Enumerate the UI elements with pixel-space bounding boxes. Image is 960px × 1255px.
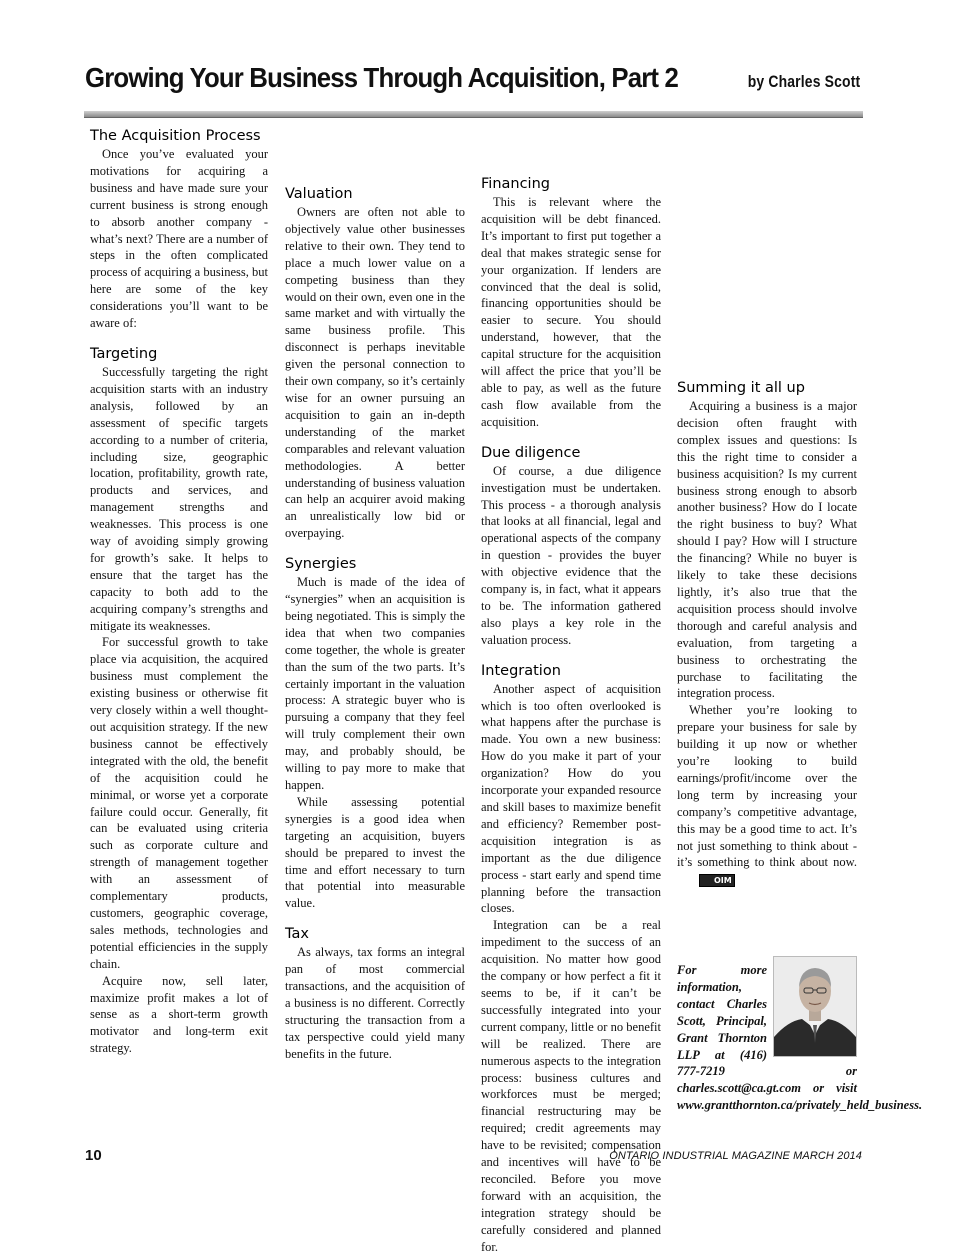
article-column-4 (677, 128, 857, 888)
paragraph: Integration can be a real impediment to the success of an acquisition. No matter how good the company or how perfect a fit it seems to be, if it can’t be successfully integrated into your current company, little or no benefit will be realized. There are numerous aspects to the integration process: business cultures and workforces must be merged; financial restructuring may be required; credit agreements may have to be revisited; compensation and incentives will have to be reconciled. Before you move forward with an acquisition, the integration strategy should be carefully considered and planned for. (481, 918, 661, 1254)
oim-end-mark: OIM (699, 874, 735, 887)
paragraph: For successful growth to take place via acquisition, the acquired business must complement the existing business or otherwise fit very closely within a well thought-out acquisition strategy. If the new business cannot be effectively integrated with the old, the benefit of the acquisition could he minimal, or worse yet a corporate failure could occur. Generally, fit can be evaluated using criteria such as corporate culture and strength of management together with an assessment of complementary products, customers, geographic coverage, sales methods, technologies and potential efficiencies in the supply chain. (90, 635, 268, 971)
paragraph: Acquiring a business is a major decision often fraught with complex issues and questions: Is this the right time to consider a business acquisition? Is my current business strong enough to absorb another business? How do I locate the right business to buy? What should I pay? How will I structure the financing? While no buyer is likely to take these decisions lightly, it’s also true that the acquisition process should involve thorough and careful analysis and evaluation, from targeting a business to orchestrating the purchase to facilitating the integration process. (677, 399, 857, 701)
paragraph: Acquire now, sell later, maximize profit makes a lot of sense as a short-term growth motivator and long-term exit strategy. (90, 973, 268, 1056)
paragraph: As always, tax forms an integral pan of most commercial transactions, and the acquisition of a business is no different. Correctly structuring the transaction from a tax perspective could yield many benefits in the future. (285, 945, 465, 1061)
header-rule (84, 111, 863, 118)
author-portrait-icon (774, 957, 856, 1056)
byline: by Charles Scott (747, 72, 860, 91)
paragraph: Of course, a due diligence investigation must be undertaken. This process - a thorough analysis that looks at all financial, legal and operational aspects of the company in question - provides the buyer with objective evidence that the company is, in fact, what it appears to be. The information gathered also plays a key role in the valuation process. (481, 463, 661, 647)
heading-synergies: Synergies (285, 556, 357, 573)
heading-due-diligence: Due diligence (481, 444, 581, 461)
paragraph: Once you’ve evaluated your motivations for acquiring a business and have made sure your current business is strong enough to absorb another company - what’s next? There are a number of steps in the often complicated process of acquiring a business, but here are some of the key considerations you’ll want to be aware of: (90, 147, 268, 331)
paragraph: Much is made of the idea of “synergies” when an acquisition is being negotiated. This is simply the idea that when two companies come together, the whole is greater than the sum of the two parts. It’s certainly important in the valuation process: A strategic buyer who is pursuing a company that they feel will truly complement their own may, and probably should, be willing to pay more to make that happen. (285, 575, 465, 792)
paragraph: Successfully targeting the right acquisition starts with an industry analysis, followed by an assessment of specific targets according to a number of criteria, including size, geographic location, profitability, growth rate, products and services, and management strengths and weaknesses. This process is one way of avoiding simply growing for growth’s sake. It helps to ensure that the target has the capacity to both add to the acquiring company’s strengths and mitigate its weaknesses. (90, 364, 268, 633)
contact-text: For more information, contact Charles Scott, Principal, Grant Thornton LLP at (416) 777-7219 or charles.scott@ca.gt.com or visit www.grantthornton.ca/privately_held_business. (677, 963, 923, 1113)
paragraph: Another aspect of acquisition which is too often overlooked is what happens after the purchase is made. You own a new business: How do you make it part of your organization? How do you incorporate your expanded resource and skill bases to maximize benefit and efficiency? Remember post-acquisition integration is as important as the due diligence process - start early and spend time planning before the transaction closes. (481, 681, 661, 916)
article-column-1 (90, 128, 268, 1057)
heading-integration: Integration (481, 662, 561, 679)
author-photo (773, 956, 857, 1057)
page-number: 10 (85, 1147, 102, 1164)
heading-tax: Tax (285, 926, 309, 943)
heading-financing: Financing (481, 176, 550, 192)
paragraph: While assessing potential synergies is a good idea when targeting an acquisition, buyers should be prepared to invest the time and effort necessary to turn that potential into measurable value. (285, 794, 465, 911)
heading-acquisition-process: The Acquisition Process (90, 128, 261, 144)
heading-valuation: Valuation (285, 186, 353, 202)
article-title: Growing Your Business Through Acquisition, Part 2 (85, 62, 678, 93)
article-column-3 (481, 128, 661, 1255)
paragraph (677, 702, 857, 888)
article-column-2 (285, 128, 465, 1063)
paragraph-text: Whether you’re looking to prepare your business for sale by building it up now or whether you’re looking to build earnings/profit/income over the long term by increasing your company’s competitive advantage, this may be a good time to act. It’s not just something to think about - it’s something to think about now. (677, 703, 857, 870)
heading-targeting: Targeting (90, 345, 158, 362)
author-contact-box (677, 962, 923, 1114)
heading-summing-up: Summing it all up (677, 380, 805, 396)
paragraph: This is relevant where the acquisition will be debt financed. It’s important to first put together a deal that makes strategic sense for your organization. If lenders are convinced that the deal is solid, financing opportunities should be easier to secure. You should understand, however, that the capital structure for the acquisition will affect the price that you’ll be able to pay, as well as the future cash flow available from the acquisition. (481, 195, 661, 429)
paragraph: Owners are often not able to objectively value other businesses relative to their own. They tend to place a much lower value on a competing business than they would on their own, even one in the same market and with virtually the same business profile. This disconnect is perhaps inevitable given the personal connection to their own company, so it’s certainly wise for an owner pursuing an acquisition to gain an in-depth understanding of the market comparables and relevant valuation methodologies. A better understanding of business valuation can help an acquirer avoid making an unrealistically low bid or overpaying. (285, 205, 465, 541)
magazine-footer: ONTARIO INDUSTRIAL MAGAZINE MARCH 2014 (609, 1150, 862, 1162)
